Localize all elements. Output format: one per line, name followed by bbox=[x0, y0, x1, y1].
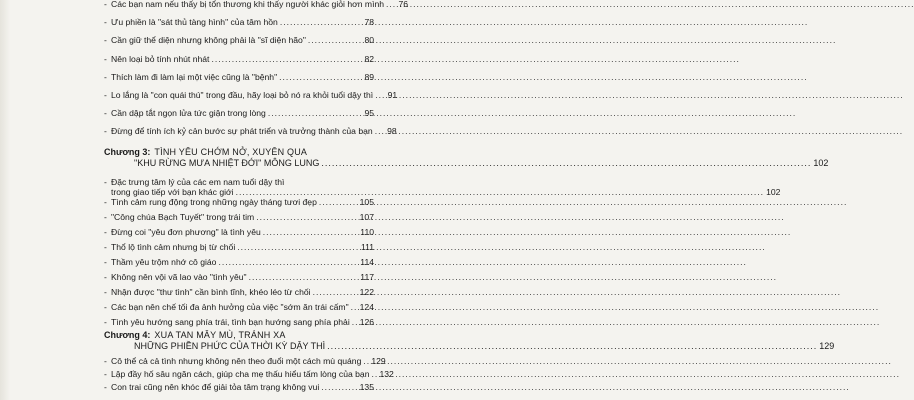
toc-entry[interactable]: - Lo lắng là "con quái thú" trong đầu, hãy loại bỏ nó ra khỏi tuổi dậy thì ..... 91 bbox=[104, 90, 374, 100]
toc-entry[interactable]: - "Công chúa Bạch Tuyết" trong trái tim ..... 107 bbox=[104, 212, 374, 222]
toc-entry[interactable]: - Cô thể cả cả tình nhưng không nên theo đuổi một cách mù quáng ..... 129 bbox=[104, 356, 374, 366]
toc-entry-title: Cô thể cả cả tình nhưng không nên theo đuổi một cách mù quáng bbox=[111, 356, 362, 366]
chapter-page: 102 bbox=[813, 158, 829, 168]
toc-entry-page: 114 bbox=[360, 257, 374, 267]
chapter-title-line1: XUA TAN MÂY MÙ, TRÁNH XA bbox=[154, 330, 286, 340]
page-edge-shadow bbox=[0, 0, 10, 400]
toc-entry-title: Thầm yêu trộm nhớ cô giáo bbox=[111, 257, 217, 267]
toc-entry-title: Tình cảm rung động trong những ngày tháng tươi đẹp bbox=[111, 197, 317, 207]
chapter-title-line2: "KHU RỪNG MƯA NHIỆT ĐỚI" MÔNG LUNG bbox=[134, 158, 320, 168]
toc-entry-title: Đừng để tính ích kỷ cản bước sự phát triển và trưởng thành của bạn bbox=[111, 126, 373, 136]
toc-entry-page: 80 bbox=[364, 35, 374, 45]
toc-entry[interactable]: - Lập đầy hố sâu ngăn cách, giúp cha mẹ thấu hiểu tấm lòng của bạn ..... 132 bbox=[104, 369, 374, 379]
toc-entry-title: Các bạn nam nếu thấy bị tổn thương khi thấy người khác giỏi hơn mình bbox=[111, 0, 385, 9]
toc-entry-title: Cần dập tắt ngọn lửa tức giận trong lòng bbox=[111, 108, 266, 118]
toc-entry-page: 91 bbox=[387, 90, 398, 100]
toc-entry-page: 82 bbox=[364, 54, 374, 64]
toc-entry-page: 95 bbox=[364, 108, 374, 118]
toc-entry-page: 124 bbox=[359, 302, 374, 312]
toc-entry-page: 135 bbox=[359, 382, 374, 392]
toc-entry[interactable]: - Đặc trưng tâm lý của các em nam tuổi dậy thì trong giao tiếp với bạn khác giới ..... 102 bbox=[104, 177, 374, 197]
chapter-3-heading[interactable] bbox=[104, 147, 829, 169]
toc-entry-page: 76 bbox=[398, 0, 409, 9]
toc-entry-title: Đặc trưng tâm lý của các em nam tuổi dậy thì bbox=[111, 177, 285, 187]
toc-entry-title: Lập đầy hố sâu ngăn cách, giúp cha mẹ thấu hiểu tấm lòng của bạn bbox=[111, 369, 370, 379]
toc-entry[interactable]: - Thầm yêu trộm nhớ cô giáo ..... 114 bbox=[104, 257, 374, 267]
toc-entry-page: 122 bbox=[359, 287, 374, 297]
toc-entry[interactable]: - Con trai cũng nên khóc để giải tỏa tâm trạng không vui ..... 135 bbox=[104, 382, 374, 392]
toc-entry-page: 102 bbox=[766, 187, 781, 197]
toc-entry-title: Nhận được "thư tình" cần bình tĩnh, khéo léo từ chối bbox=[111, 287, 311, 297]
toc-entry[interactable]: - Các bạn nam nếu thấy bị tổn thương khi thấy người khác giỏi hơn mình ..... 76 bbox=[104, 0, 374, 9]
toc-entry-title: Thích làm đi làm lại một việc cũng là "bệnh" bbox=[111, 72, 278, 82]
toc-entry[interactable]: - Các bạn nên chế tối đa ảnh hưởng của việc "sớm ăn trái cấm" ..... 124 bbox=[104, 302, 374, 312]
chapter-label: Chương 4: bbox=[104, 330, 151, 340]
toc-entry-page: 126 bbox=[359, 317, 375, 327]
toc-entry-page: 89 bbox=[364, 72, 374, 82]
toc-entry-title: "Công chúa Bạch Tuyết" trong trái tim bbox=[111, 212, 255, 222]
toc-entry-title: Thổ lộ tình cảm nhưng bị từ chối bbox=[111, 242, 236, 252]
chapter-page: 129 bbox=[819, 341, 835, 351]
toc-entry-page: 117 bbox=[360, 272, 374, 282]
chapter-4-heading[interactable] bbox=[104, 330, 835, 352]
toc-entry[interactable]: - Đừng để tính ích kỷ cản bước sự phát triển và trưởng thành của bạn ..... 98 bbox=[104, 126, 374, 136]
toc-entry-title: Tình yêu hướng sang phía trái, tình bạn hướng sang phía phải bbox=[111, 317, 350, 327]
toc-entry-page: 98 bbox=[387, 126, 397, 136]
chapter-title-line1: TÌNH YÊU CHỚM NỞ, XUYÊN QUA bbox=[154, 147, 308, 157]
toc-entry-page: 78 bbox=[364, 17, 374, 27]
toc-entry-title: Đừng coi "yêu đơn phương" là tình yêu bbox=[111, 227, 261, 237]
toc-entry-page: 107 bbox=[359, 212, 374, 222]
chapter-title-line2: NHỮNG PHIỀN PHỨC CỦA THỜI KỲ DẬY THÌ bbox=[134, 341, 326, 351]
toc-entry-page: 105 bbox=[359, 197, 374, 207]
toc-entry-page: 111 bbox=[360, 242, 374, 252]
toc-entry[interactable]: - Nên loại bỏ tính nhút nhát ..... 82 bbox=[104, 54, 374, 64]
toc-entry[interactable]: - Ưu phiền là "sát thủ tàng hình" của tâm hồn ..... 78 bbox=[104, 17, 374, 27]
toc-entry[interactable]: - Nhận được "thư tình" cần bình tĩnh, khéo léo từ chối ..... 122 bbox=[104, 287, 374, 297]
toc-entry-title: Con trai cũng nên khóc để giải tỏa tâm trạng không vui bbox=[111, 382, 320, 392]
toc-entry-title: Ưu phiền là "sát thủ tàng hình" của tâm hồn bbox=[111, 17, 278, 27]
toc-entry[interactable]: - Tình cảm rung động trong những ngày tháng tươi đẹp ..... 105 bbox=[104, 197, 374, 207]
toc-entry[interactable]: - Đừng coi "yêu đơn phương" là tình yêu ..... 110 bbox=[104, 227, 374, 237]
toc-entry-title: Không nên vội vã lao vào "tình yêu" bbox=[111, 272, 247, 282]
toc-entry-title: Nên loại bỏ tính nhút nhát bbox=[111, 54, 210, 64]
toc-entry[interactable]: - Tình yêu hướng sang phía trái, tình bạn hướng sang phía phải ..... 126 bbox=[104, 317, 374, 327]
toc-entry-page: 129 bbox=[371, 356, 386, 366]
toc-entry[interactable]: - Thổ lộ tình cảm nhưng bị từ chối ..... 111 bbox=[104, 242, 374, 252]
toc-entry-title: Cần giữ thể diện nhưng không phải là "sĩ diện hão" bbox=[111, 35, 306, 45]
chapter-label: Chương 3: bbox=[104, 147, 151, 157]
toc-entry-title-cont: trong giao tiếp với bạn khác giới bbox=[111, 187, 234, 197]
toc-entry[interactable]: - Thích làm đi làm lại một việc cũng là "bệnh" ..... 89 bbox=[104, 72, 374, 82]
toc-entry-title: Các bạn nên chế tối đa ảnh hưởng của việc "sớm ăn trái cấm" bbox=[111, 302, 349, 312]
toc-entry-page: 132 bbox=[379, 369, 394, 379]
toc-entry-page: 110 bbox=[360, 227, 374, 237]
toc-entry[interactable]: - Cần giữ thể diện nhưng không phải là "sĩ diện hão" ..... 80 bbox=[104, 35, 374, 45]
toc-entry[interactable]: - Không nên vội vã lao vào "tình yêu" ..... 117 bbox=[104, 272, 374, 282]
toc-entry-title: Lo lắng là "con quái thú" trong đầu, hãy loại bỏ nó ra khỏi tuổi dậy thì bbox=[111, 90, 374, 100]
toc-entry[interactable]: - Cần dập tắt ngọn lửa tức giận trong lòng ..... 95 bbox=[104, 108, 374, 118]
